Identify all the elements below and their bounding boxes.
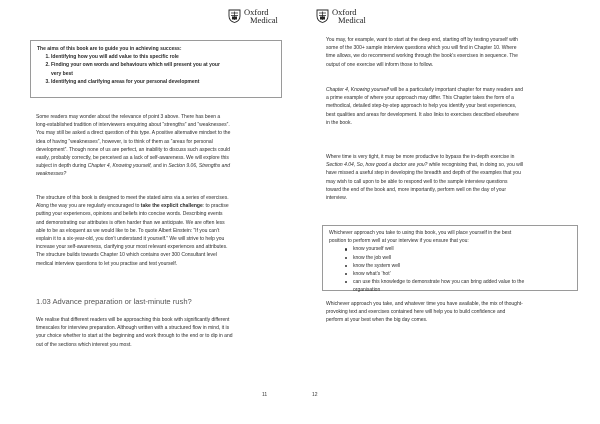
- aims-item-3: 3. Identifying and clarifying areas for your personal development: [51, 78, 275, 86]
- right-para-4: Whichever approach you take, and whatever time you have available, the mix of thought- provoking text and exercises contained here will help you to build confidence and perform at your best when the big day comes.: [326, 301, 523, 324]
- oxford-crest-icon: [228, 9, 241, 23]
- oxford-medical-logo: [316, 8, 366, 24]
- oxford-crest-icon: [316, 9, 329, 23]
- logo-word-medical: Medical: [338, 15, 366, 25]
- aims-item-1: 1. Identifying how you will add value to this specific role: [51, 53, 275, 61]
- approach-box-intro: Whichever approach you take to using this book, you will place yourself in the best: [329, 230, 512, 236]
- right-page: [300, 0, 600, 424]
- right-para-1: You may, for example, want to start at the deep end, starting off by testing yourself with some of the 300+ sample interview questions which you will find in Chapter 10. Where time allows, we do recommend working through the book’s exercises in sequence. The output of one exercise will inform those to follow.: [326, 37, 518, 68]
- section-heading-1-03: 1.03 Advance preparation or last-minute rush?: [36, 297, 192, 306]
- oxford-medical-logo: [228, 8, 278, 24]
- approach-item: know the job well: [353, 254, 571, 262]
- right-para-2: Chapter 4, Knowing yourself will be a particularly important chapter for many readers and a prime example of where your approach may differ. This Chapter takes the form of a methodical, detailed step-by-step approach to help you identify your best experiences, best qualities and areas for development. It also links to exercises described elsewhere in the book.: [326, 87, 524, 126]
- aims-box-title: The aims of this book are to guide you in achieving success:: [37, 46, 182, 52]
- aims-item-2: 2. Finding your own words and behaviours which will present you at your very best: [51, 61, 275, 77]
- approach-item: know yourself well: [353, 245, 571, 253]
- aims-box: [30, 40, 282, 98]
- logo-word-oxford: Oxford: [244, 7, 269, 17]
- approach-item: know what’s ‘hot’: [353, 270, 571, 278]
- left-para-2: The structure of this book is designed to meet the stated aims via a series of exercises. Along the way you are regularly encouraged to take the explicit challenge: to practise putting your experiences, opinions and beliefs into concise words. Describing events and demonstrating our attributes is often harder than we anticipate. We are often less able to be as eloquent as we would like to be. To quote Albert Einstein: “If you can’t explain it to a six-year-old, you don’t understand it yourself.” We will strive to help you increase your self-awareness, clarifying your most relevant experiences and attributes. The structure builds towards Chapter 10 which contains over 300 Consultant level medical interview questions to let you practise and test yourself.: [36, 195, 229, 267]
- right-para-3: Where time is very tight, it may be more productive to bypass the in-depth exercise in Section 4.04, So, how good a doctor are you? while recognising that, in doing so, you will have missed a useful step in developing the breadth and depth of the examples that you may wish to call upon to be able to respond well to the sample interview questions toward the end of the book and, more importantly, perform well on the day of your interview.: [326, 154, 524, 202]
- logo-word-medical: Medical: [250, 15, 278, 25]
- page-number-left: 11: [262, 392, 268, 398]
- approach-item: know the system well: [353, 262, 571, 270]
- approach-box: Whichever approach you take to using this book, you will place yourself in the best position to perform well at your interview if you ensure that you: know yourself well know the job well know the system well know what’s ‘hot’ can use this knowledge to demonstrate how you can bring added value to the organisation: [322, 225, 578, 291]
- approach-item: can use this knowledge to demonstrate how you can bring added value to the organisation: [353, 278, 571, 294]
- left-para-1: Some readers may wonder about the relevance of point 3 above. There has been a long-established tradition of interviewers enquiring about “strengths” and “weaknesses”. You may still be asked a direct question of this type. A positive alternative mindset to the idea of having “weaknesses”, however, is to think of them as “areas for personal development”. Though none of us are perfect, an inability to discuss such aspects could easily, probably correctly, be perceived as a lack of self-awareness. We will explore this subject in depth during Chapter 4, Knowing yourself, and in Section 9.06, Strengths and weaknesses?: [36, 114, 231, 178]
- logo-word-oxford: Oxford: [332, 7, 357, 17]
- page-number-right: 12: [312, 392, 318, 398]
- left-para-3: We realise that different readers will be approaching this book with significantly different timescales for interview preparation. Although written with a structured flow in mind, it is your choice whether to start at the beginning and work through to the end or to dip in and out of the sections which interest you most.: [36, 317, 233, 348]
